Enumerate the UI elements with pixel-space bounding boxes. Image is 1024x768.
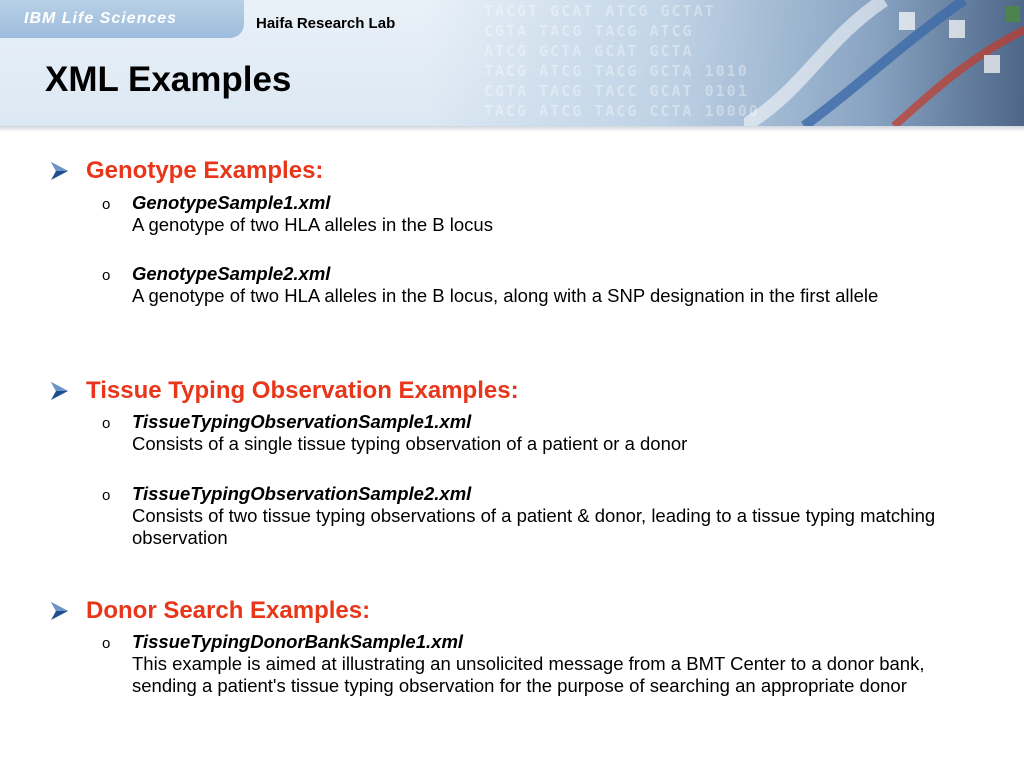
list-item [102,263,982,307]
dna-sequence-row: TACGT GCAT ATCG GCTAT [484,2,716,20]
section-heading-text: Genotype Examples: [86,157,324,184]
lab-name: Haifa Research Lab [256,15,396,32]
hollow-circle-icon: o [102,487,111,504]
section-heading-text: Donor Search Examples: [86,597,371,624]
dna-sequence-row: CGTA TACG TACG ATCG [484,22,694,40]
arrowhead-icon [48,160,70,182]
brand-label: IBM Life Sciences [24,10,178,27]
header-divider [0,126,1024,132]
section-heading-text: Tissue Typing Observation Examples: [86,377,519,404]
dna-sequence-row: ATCG GCTA GCAT GCTA [484,42,694,60]
hollow-circle-icon: o [102,267,111,284]
dna-helix-icon [744,0,1024,126]
file-description: A genotype of two HLA alleles in the B locus [132,214,493,235]
section-heading [48,597,370,625]
slide-header [0,0,1024,126]
file-name: GenotypeSample2.xml [132,263,331,284]
brand-tab [0,0,244,38]
hollow-circle-icon: o [102,415,111,432]
file-description: Consists of a single tissue typing observation of a patient or a donor [132,433,688,454]
list-item [102,483,982,549]
list-item [102,192,982,236]
hollow-circle-icon: o [102,196,111,213]
list-item [102,411,982,455]
file-name: TissueTypingObservationSample2.xml [132,483,472,504]
dna-sequence-row: CGTA TACG TACC GCAT 0101 [484,82,749,100]
file-description: Consists of two tissue typing observations of a patient & donor, leading to a tissue typing matching observation [132,505,936,548]
hollow-circle-icon: o [102,635,111,652]
section-heading [48,377,519,405]
file-name: TissueTypingObservationSample1.xml [132,411,472,432]
arrowhead-icon [48,600,70,622]
file-description: A genotype of two HLA alleles in the B locus, along with a SNP designation in the first allele [132,285,879,306]
dna-sequence-row: TACG ATCG TACG CCTA 10000 [484,102,760,120]
file-name: TissueTypingDonorBankSample1.xml [132,631,464,652]
dna-sequence-row: TACG ATCG TACG GCTA 1010 [484,62,749,80]
arrowhead-icon [48,380,70,402]
file-name: GenotypeSample1.xml [132,192,331,213]
page-title: XML Examples [45,60,292,99]
section-heading [48,157,323,185]
list-item [102,631,982,697]
file-description: This example is aimed at illustrating an unsolicited message from a BMT Center to a donor bank, sending a patient's tissue typing observation for the purpose of searching an appropriate donor [132,653,925,696]
dna-banner [424,0,1024,126]
